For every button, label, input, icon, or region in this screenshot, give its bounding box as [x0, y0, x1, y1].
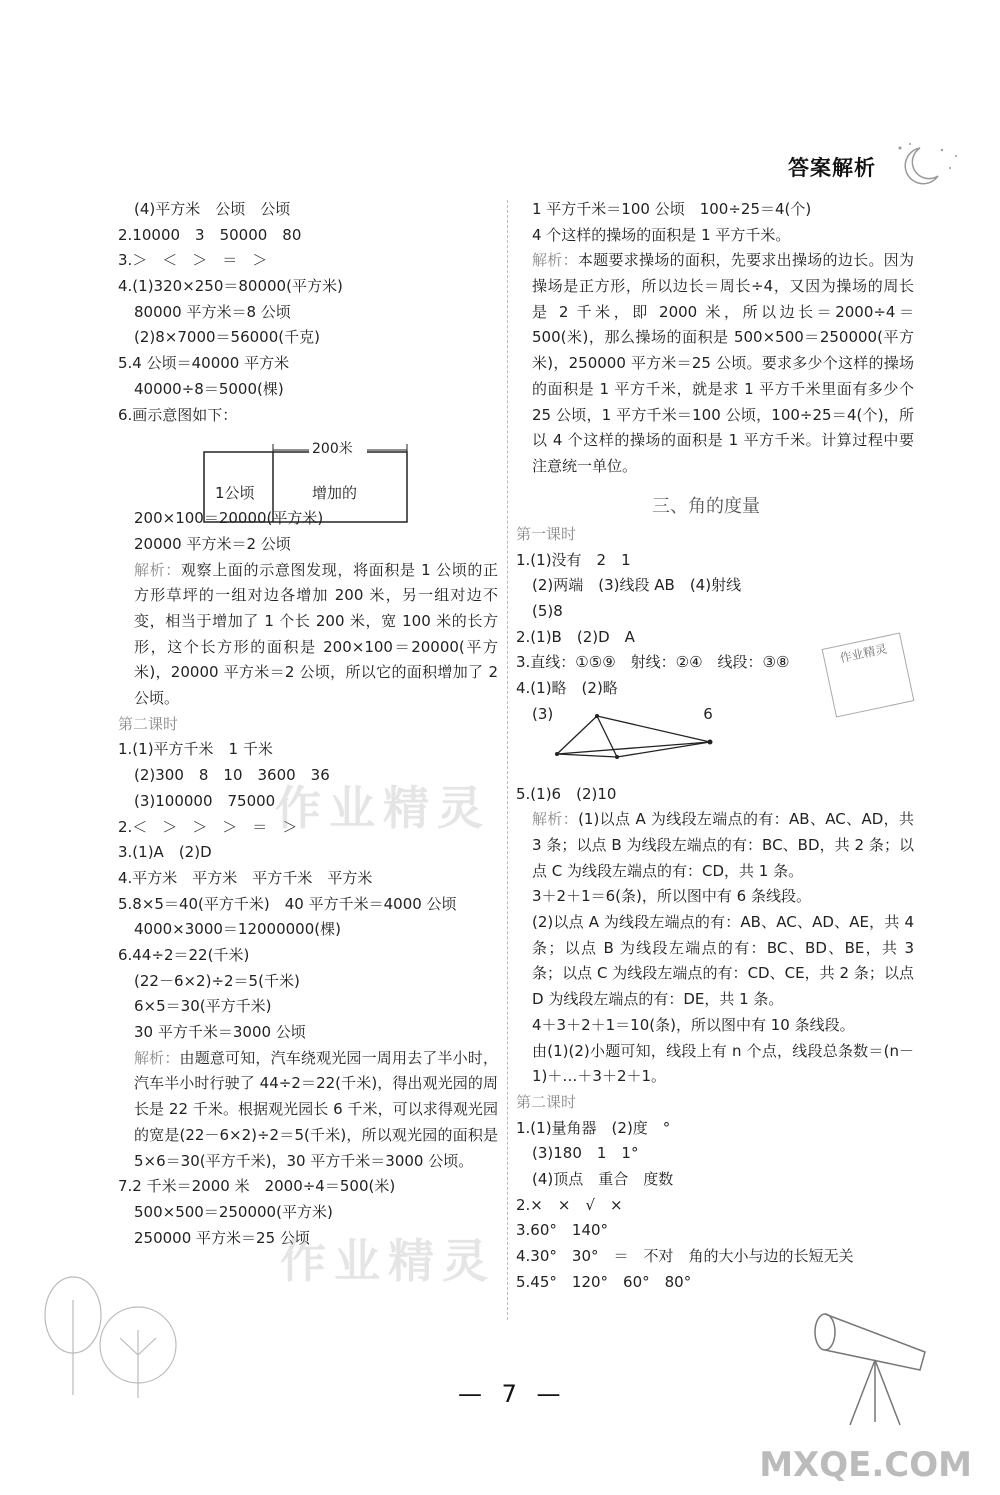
answer-line: 1.(1)量角器 (2)度 ° — [516, 1118, 671, 1137]
answer-line: 250000 平方米＝25 公顷 — [134, 1228, 310, 1247]
analysis-text: (1)以点 A 为线段左端点的有：AB、AC、AD，共 3 条；以点 B 为线段左端点的有：BC、BD，共 2 条；以点 C 为线段左端点的有：CD，共 1 条。 — [532, 810, 914, 880]
left-column — [118, 197, 498, 1251]
answer-line: (2)300 8 10 3600 36 — [134, 766, 330, 785]
analysis-label: 解析： — [532, 810, 579, 829]
answer-line: 3.＞ ＜ ＞ ＝ ＞ — [118, 251, 268, 270]
site-logo: MXQE.COM — [759, 1445, 972, 1485]
analysis-paragraph — [118, 558, 498, 712]
diagram-width-label: 200米 — [312, 441, 353, 457]
answer-line: 4.30° 30° ＝ 不对 角的大小与边的长短无关 — [516, 1247, 854, 1266]
q4-3-label: (3) — [532, 704, 554, 723]
answer-line: 200×100＝20000(平方米) — [134, 509, 324, 528]
answer-line: 5.4 公顷＝40000 平方米 — [118, 354, 290, 373]
answer-line: (22－6×2)÷2＝5(千米) — [134, 971, 300, 990]
answer-line: 5.45° 120° 60° 80° — [516, 1272, 692, 1291]
analysis-paragraph: 4＋3＋2＋1＝10(条)，所以图中有 10 条线段。 — [532, 1015, 855, 1034]
answer-line: (3)100000 75000 — [134, 791, 276, 810]
watermark: 作业精灵 — [275, 781, 491, 835]
lesson-title: 第一课时 — [516, 525, 577, 543]
answer-line: 3.(1)A (2)D — [118, 843, 212, 862]
answer-line: 4 个这样的操场的面积是 1 平方千米。 — [532, 225, 791, 244]
answer-line: 4.(1)320×250＝80000(平方米) — [118, 277, 343, 296]
watermark: 作业精灵 — [280, 1234, 496, 1288]
answer-line: (4)平方米 公顷 公顷 — [134, 200, 291, 218]
analysis-label: 解析： — [134, 1048, 180, 1067]
right-column — [516, 197, 914, 480]
tree-illustration-icon — [28, 1270, 178, 1400]
answer-line: 4.(1)略 (2)略 — [516, 679, 618, 698]
header-title: 答案解析 — [788, 156, 876, 180]
analysis-paragraph: 由(1)(2)小题可知，线段上有 n 个点，线段总条数＝(n－1)＋…＋3＋2＋1。 — [532, 1041, 914, 1086]
answer-line: 30 平方千米＝3000 公顷 — [134, 1023, 306, 1042]
analysis-paragraph — [118, 1046, 498, 1175]
answer-line: 3.60° 140° — [516, 1221, 609, 1240]
answer-line: (5)8 — [532, 602, 563, 621]
answer-line: 1.(1)没有 2 1 — [516, 550, 631, 569]
answer-line: 5.(1)6 (2)10 — [516, 784, 617, 803]
stamp: 作业精灵 — [822, 632, 915, 717]
answer-line: 7.2 千米＝2000 米 2000÷4＝500(米) — [118, 1177, 396, 1196]
column-divider — [507, 200, 508, 1320]
analysis-label: 解析： — [134, 560, 181, 579]
answer-line: 2.(1)B (2)D A — [516, 627, 635, 646]
answer-line: 1.(1)平方千米 1 千米 — [118, 740, 273, 759]
answer-line: 2.＜ ＞ ＞ ＞ ＝ ＞ — [118, 817, 298, 836]
analysis-paragraph — [516, 248, 914, 479]
answer-line: (2)8×7000＝56000(千克) — [134, 328, 320, 347]
analysis-label: 解析： — [532, 251, 578, 270]
segment-diagram — [555, 712, 725, 762]
answer-line: 6×5＝30(平方千米) — [134, 997, 272, 1016]
moon-icon — [880, 140, 970, 185]
analysis-text: 观察上面的示意图发现，将面积是 1 公顷的正方形草坪的一组对边各增加 200 米，另一组对边不变，相当于增加了 1 个长 200 米，宽 100 米的长方形，这个长方形的面积是 200×100＝20000(平方米)，20000 平方米＝2 公顷，所以它的面积增加了 2 公顷。 — [134, 560, 498, 708]
answer-line: 1 平方千米＝100 公顷 100÷25＝4(个) — [532, 200, 812, 218]
q4-3-answer: 6 — [703, 704, 713, 723]
section-title: 三、角的度量 — [652, 496, 760, 517]
page-number: — 7 — — [458, 1380, 567, 1408]
right-column-lesson1 — [516, 522, 914, 1295]
telescope-illustration-icon — [805, 1310, 945, 1430]
answer-line: 6.44÷2＝22(千米) — [118, 945, 250, 964]
answer-line: 3.直线：①⑤⑨ 射线：②④ 线段：③⑧ — [516, 653, 790, 672]
analysis-paragraph: (2)以点 A 为线段左端点的有：AB、AC、AD、AE，共 4 条；以点 B 为线段左端点的有：BC、BD、BE，共 3 条；以点 C 为线段左端点的有：CD、CE，共 2 条；以点 D 为线段左端点的有：DE，共 1 条。 — [532, 913, 914, 1009]
answer-line: (2)两端 (3)线段 AB (4)射线 — [532, 576, 742, 595]
analysis-text: 由题意可知，汽车绕观光园一周用去了半小时，汽车半小时行驶了 44÷2＝22(千米)，得出观光园的周长是 22 千米。根据观光园长 6 千米，可以求得观光园的宽是(22－6×2)÷2＝5(千米)，所以观光园的面积是 5×6＝30(平方千米)，30 平方千米＝3000 公顷。 — [134, 1048, 498, 1170]
analysis-paragraph: 3＋2＋1＝6(条)，所以图中有 6 条线段。 — [532, 887, 811, 906]
answer-line: (3)180 1 1° — [532, 1144, 639, 1163]
lesson-title: 第二课时 — [118, 714, 179, 733]
answer-line: 4000×3000＝12000000(棵) — [134, 920, 341, 939]
diagram-right-cell: 增加的 — [312, 484, 358, 502]
answer-line: 2.× × √ × — [516, 1195, 623, 1214]
answer-line: (4)顶点 重合 度数 — [532, 1169, 674, 1188]
answer-line: 6.画示意图如下： — [118, 405, 238, 424]
answer-line: 20000 平方米＝2 公顷 — [134, 534, 291, 553]
diagram-left-cell: 1公顷 — [215, 484, 255, 502]
answer-line: 500×500＝250000(平方米) — [134, 1202, 333, 1221]
answer-line: 2.10000 3 50000 80 — [118, 225, 302, 244]
analysis-paragraph — [516, 807, 914, 884]
answer-line: 4.平方米 平方米 平方千米 平方米 — [118, 868, 373, 887]
lesson-title: 第二课时 — [516, 1092, 577, 1111]
analysis-text: 本题要求操场的面积，先要求出操场的边长。因为操场是正方形，所以边长＝周长÷4，又因为操场的周长是 2 千米，即 2000 米，所以边长＝2000÷4＝500(米)，那么操场的面积是 500×500＝250000(平方米)，250000 平方米＝25 公顷。要求多少个这样的操场的面积是 1 平方千米，就是求 1 平方千米里面有多少个 25 公顷，1 平方千米＝100 公顷，100÷25＝4(个)，所以 4 个这样的操场的面积是 1 平方千米。计算过程中要注意统一单位。 — [532, 251, 914, 475]
answer-line: 5.8×5＝40(平方千米) 40 平方千米＝4000 公顷 — [118, 894, 457, 913]
answer-line: 80000 平方米＝8 公顷 — [134, 302, 291, 321]
answer-line: 40000÷8＝5000(棵) — [134, 379, 284, 398]
